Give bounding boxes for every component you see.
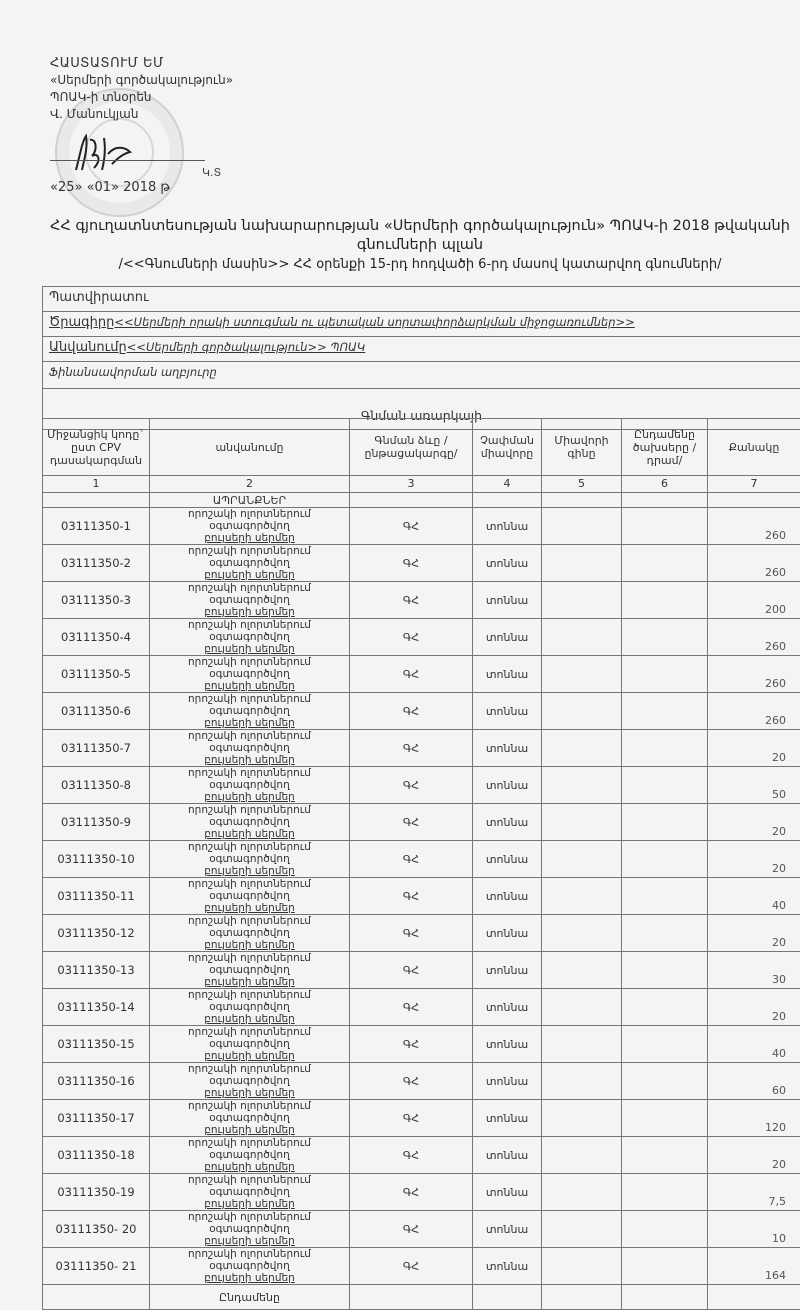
unit: տոննա <box>473 1026 542 1063</box>
procurement-method: ԳՀ <box>350 693 473 730</box>
table-body <box>43 508 800 1285</box>
item-name <box>150 619 350 656</box>
item-name-line1: որոշակի ոլորտներում օգտագործվող <box>153 952 346 976</box>
total-cost <box>622 1063 708 1100</box>
procurement-method: ԳՀ <box>350 730 473 767</box>
unit: տոննա <box>473 1174 542 1211</box>
total-cost <box>622 989 708 1026</box>
item-name-line2: բույսերի սերմեր <box>204 532 295 544</box>
unit-price <box>542 915 622 952</box>
quantity: 60 <box>708 1063 800 1100</box>
item-name <box>150 841 350 878</box>
table-row <box>43 619 800 656</box>
unit-price <box>542 804 622 841</box>
item-name <box>150 545 350 582</box>
quantity: 260 <box>708 619 800 656</box>
item-name-line1: որոշակի ոլորտներում օգտագործվող <box>153 1026 346 1050</box>
table-row <box>43 841 800 878</box>
quantity: 260 <box>708 656 800 693</box>
quantity: 120 <box>708 1100 800 1137</box>
unit-price <box>542 1063 622 1100</box>
goods-section-row <box>43 493 800 508</box>
unit-price <box>542 1211 622 1248</box>
cpv-code: 03111350-14 <box>43 989 150 1026</box>
cpv-code: 03111350-17 <box>43 1100 150 1137</box>
col-num: 1 <box>43 476 150 493</box>
item-name-line1: որոշակի ոլորտներում օգտագործվող <box>153 1100 346 1124</box>
cpv-code: 03111350-13 <box>43 952 150 989</box>
table-row <box>43 1063 800 1100</box>
procurement-method: ԳՀ <box>350 915 473 952</box>
unit-price <box>542 952 622 989</box>
quantity: 20 <box>708 804 800 841</box>
total-cost <box>622 582 708 619</box>
table-row <box>43 1211 800 1248</box>
customer-label: Պատվիրատու <box>49 290 149 305</box>
unit-price <box>542 1026 622 1063</box>
header-unit: Չափման միավորը <box>473 419 542 476</box>
col-num: 5 <box>542 476 622 493</box>
procurement-method: ԳՀ <box>350 878 473 915</box>
procurement-method: ԳՀ <box>350 841 473 878</box>
cpv-code: 03111350-16 <box>43 1063 150 1100</box>
financing-row <box>42 362 800 389</box>
total-cost <box>622 804 708 841</box>
cpv-code: 03111350-2 <box>43 545 150 582</box>
total-cost <box>622 656 708 693</box>
item-name-line1: որոշակի ոլորտներում օգտագործվող <box>153 1211 346 1235</box>
financing-label: Ֆինանսավորման աղբյուրը <box>49 365 217 379</box>
item-name-line1: որոշակի ոլորտներում օգտագործվող <box>153 1137 346 1161</box>
total-row <box>43 1285 800 1310</box>
table-row <box>43 1174 800 1211</box>
item-name <box>150 656 350 693</box>
table-row <box>43 545 800 582</box>
procurement-method: ԳՀ <box>350 1063 473 1100</box>
item-name <box>150 693 350 730</box>
quantity: 40 <box>708 878 800 915</box>
item-name-line2: բույսերի սերմեր <box>204 1161 295 1173</box>
item-name-line1: որոշակի ոլորտներում օգտագործվող <box>153 841 346 865</box>
unit: տոննա <box>473 693 542 730</box>
document-subtitle: /<<Գնումների մասին>> ՀՀ օրենքի 15-րդ հոդվածի 6-րդ մասով կատարվող գնումների/ <box>40 257 800 272</box>
unit: տոննա <box>473 767 542 804</box>
item-name <box>150 1248 350 1285</box>
item-name-line1: որոշակի ոլորտներում օգտագործվող <box>153 619 346 643</box>
unit: տոննա <box>473 1211 542 1248</box>
procurement-method: ԳՀ <box>350 545 473 582</box>
unit: տոննա <box>473 915 542 952</box>
unit: տոննա <box>473 508 542 545</box>
quantity: 10 <box>708 1211 800 1248</box>
approval-heading: ՀԱՍՏԱՏՈՒՄ ԵՄ <box>50 55 233 72</box>
col-num: 4 <box>473 476 542 493</box>
cpv-code: 03111350-8 <box>43 767 150 804</box>
approval-position: ՊՈԱԿ-ի տնօրեն <box>50 89 233 106</box>
total-cost <box>622 767 708 804</box>
table-row <box>43 767 800 804</box>
item-name-line2: բույսերի սերմեր <box>204 828 295 840</box>
header-quantity: Քանակը <box>708 419 800 476</box>
unit: տոննա <box>473 1248 542 1285</box>
table-row <box>43 656 800 693</box>
unit-price <box>542 508 622 545</box>
spacer <box>42 389 800 403</box>
unit: տոննա <box>473 545 542 582</box>
item-name-line1: որոշակի ոլորտներում օգտագործվող <box>153 878 346 902</box>
item-name-line1: որոշակի ոլորտներում օգտագործվող <box>153 656 346 680</box>
unit-price <box>542 619 622 656</box>
unit-price <box>542 582 622 619</box>
total-cost <box>622 693 708 730</box>
cpv-code: 03111350-19 <box>43 1174 150 1211</box>
table-row <box>43 693 800 730</box>
unit: տոննա <box>473 656 542 693</box>
table-row <box>43 730 800 767</box>
item-name-line2: բույսերի սերմեր <box>204 1050 295 1062</box>
quantity: 260 <box>708 508 800 545</box>
unit-price <box>542 545 622 582</box>
col-num: 6 <box>622 476 708 493</box>
procurement-method: ԳՀ <box>350 1100 473 1137</box>
item-name <box>150 1174 350 1211</box>
procurement-method: ԳՀ <box>350 582 473 619</box>
program-value: <<Սերմերի որակի ստուգման ու պետական սորտափորձարկման միջոցառումներ>> <box>114 315 634 329</box>
unit: տոննա <box>473 1063 542 1100</box>
item-name-line2: բույսերի սերմեր <box>204 1124 295 1136</box>
item-name <box>150 1026 350 1063</box>
info-block <box>42 286 800 430</box>
item-name-line1: որոշակի ոլորտներում օգտագործվող <box>153 1063 346 1087</box>
item-name-line2: բույսերի սերմեր <box>204 606 295 618</box>
total-cost <box>622 545 708 582</box>
item-name <box>150 878 350 915</box>
total-cost <box>622 1174 708 1211</box>
procurement-method: ԳՀ <box>350 656 473 693</box>
header-unit-price: Միավորի գինը <box>542 419 622 476</box>
program-label: Ծրագիրը <box>49 315 114 330</box>
header-total-cost: Ընդամենը ծախսերը /դրամ/ <box>622 419 708 476</box>
item-name-line2: բույսերի սերմեր <box>204 1198 295 1210</box>
item-name <box>150 730 350 767</box>
unit-price <box>542 1100 622 1137</box>
procurement-method: ԳՀ <box>350 1026 473 1063</box>
total-cost <box>622 915 708 952</box>
unit-price <box>542 730 622 767</box>
signature-icon <box>68 130 138 175</box>
col-num: 2 <box>150 476 350 493</box>
cpv-code: 03111350-3 <box>43 582 150 619</box>
col-num: 3 <box>350 476 473 493</box>
procurement-method: ԳՀ <box>350 619 473 656</box>
procurement-method: ԳՀ <box>350 952 473 989</box>
total-cost <box>622 1137 708 1174</box>
approval-org: «Սերմերի գործակալություն» <box>50 72 233 89</box>
unit: տոննա <box>473 582 542 619</box>
procurement-method: ԳՀ <box>350 767 473 804</box>
name-label: Անվանումը <box>49 340 127 355</box>
quantity: 20 <box>708 989 800 1026</box>
quantity: 20 <box>708 1137 800 1174</box>
procurement-method: ԳՀ <box>350 508 473 545</box>
unit: տոննա <box>473 878 542 915</box>
item-name-line2: բույսերի սերմեր <box>204 939 295 951</box>
stamp-place-label: Կ.Տ <box>202 166 221 179</box>
unit-price <box>542 841 622 878</box>
approval-date: «25» «01» 2018 թ <box>50 180 170 195</box>
item-name-line2: բույսերի սերմեր <box>204 902 295 914</box>
item-name-line1: որոշակի ոլորտներում օգտագործվող <box>153 508 346 532</box>
item-name-line1: որոշակի ոլորտներում օգտագործվող <box>153 804 346 828</box>
total-cost <box>622 730 708 767</box>
name-row <box>42 337 800 362</box>
quantity: 20 <box>708 841 800 878</box>
item-name-line2: բույսերի սերմեր <box>204 865 295 877</box>
table-row <box>43 804 800 841</box>
cpv-code: 03111350-10 <box>43 841 150 878</box>
table-row <box>43 1248 800 1285</box>
total-cost <box>622 1248 708 1285</box>
title-line-2: գնումների պլան <box>40 236 800 255</box>
cpv-code: 03111350-9 <box>43 804 150 841</box>
column-number-row <box>43 476 800 493</box>
total-cost <box>622 1026 708 1063</box>
quantity: 20 <box>708 915 800 952</box>
goods-section-label: ԱՊՐԱՆՔՆԵՐ <box>150 493 350 508</box>
header-cpv-code: Միջանցիկ կոդը` ըստ CPV դասակարգման <box>43 419 150 476</box>
unit-price <box>542 1137 622 1174</box>
unit-price <box>542 1248 622 1285</box>
customer-row <box>42 287 800 312</box>
quantity: 50 <box>708 767 800 804</box>
quantity: 7,5 <box>708 1174 800 1211</box>
approval-block <box>50 55 233 123</box>
cpv-code: 03111350-6 <box>43 693 150 730</box>
item-name-line1: որոշակի ոլորտներում օգտագործվող <box>153 1174 346 1198</box>
item-name-line1: որոշակի ոլորտներում օգտագործվող <box>153 730 346 754</box>
cpv-code: 03111350- 21 <box>43 1248 150 1285</box>
item-name <box>150 1063 350 1100</box>
quantity: 20 <box>708 730 800 767</box>
item-name-line2: բույսերի սերմեր <box>204 754 295 766</box>
name-value: <<Սերմերի գործակալություն>> ՊՈԱԿ <box>127 340 366 354</box>
unit-price <box>542 989 622 1026</box>
table-row <box>43 878 800 915</box>
header-name: անվանումը <box>150 419 350 476</box>
procurement-method: ԳՀ <box>350 1137 473 1174</box>
cpv-code: 03111350-11 <box>43 878 150 915</box>
table-row <box>43 1026 800 1063</box>
procurement-method: ԳՀ <box>350 1211 473 1248</box>
table-row <box>43 1100 800 1137</box>
col-num: 7 <box>708 476 800 493</box>
program-row <box>42 312 800 337</box>
item-name <box>150 582 350 619</box>
quantity: 260 <box>708 545 800 582</box>
item-name-line2: բույսերի սերմեր <box>204 569 295 581</box>
unit: տոննա <box>473 619 542 656</box>
item-name-line2: բույսերի սերմեր <box>204 791 295 803</box>
table-header-row <box>43 419 800 476</box>
item-name-line2: բույսերի սերմեր <box>204 717 295 729</box>
unit-price <box>542 656 622 693</box>
unit: տոննա <box>473 841 542 878</box>
cpv-code: 03111350-1 <box>43 508 150 545</box>
unit: տոննա <box>473 952 542 989</box>
item-name <box>150 1100 350 1137</box>
cpv-code: 03111350-7 <box>43 730 150 767</box>
procurement-subject-title: Գնման առարկայի <box>42 403 800 430</box>
item-name-line1: որոշակի ոլորտներում օգտագործվող <box>153 693 346 717</box>
cpv-code: 03111350- 20 <box>43 1211 150 1248</box>
unit-price <box>542 878 622 915</box>
item-name <box>150 989 350 1026</box>
item-name-line2: բույսերի սերմեր <box>204 643 295 655</box>
item-name <box>150 952 350 989</box>
item-name-line2: բույսերի սերմեր <box>204 976 295 988</box>
item-name-line1: որոշակի ոլորտներում օգտագործվող <box>153 582 346 606</box>
table-row <box>43 582 800 619</box>
cpv-code: 03111350-5 <box>43 656 150 693</box>
header-procurement-method: Գնման ձևը /ընթացակարգը/ <box>350 419 473 476</box>
table-row <box>43 1137 800 1174</box>
item-name-line2: բույսերի սերմեր <box>204 1235 295 1247</box>
item-name-line2: բույսերի սերմեր <box>204 1087 295 1099</box>
item-name <box>150 1211 350 1248</box>
unit-price <box>542 1174 622 1211</box>
table-row <box>43 915 800 952</box>
total-label: Ընդամենը <box>150 1285 350 1310</box>
signature-line <box>50 160 205 161</box>
unit: տոննա <box>473 1137 542 1174</box>
unit: տոննա <box>473 1100 542 1137</box>
item-name-line1: որոշակի ոլորտներում օգտագործվող <box>153 767 346 791</box>
quantity: 30 <box>708 952 800 989</box>
unit: տոննա <box>473 989 542 1026</box>
item-name-line1: որոշակի ոլորտներում օգտագործվող <box>153 1248 346 1272</box>
procurement-table <box>42 418 800 1310</box>
quantity: 200 <box>708 582 800 619</box>
total-cost <box>622 1100 708 1137</box>
cpv-code: 03111350-15 <box>43 1026 150 1063</box>
item-name <box>150 804 350 841</box>
unit: տոննա <box>473 730 542 767</box>
quantity: 260 <box>708 693 800 730</box>
procurement-method: ԳՀ <box>350 1248 473 1285</box>
unit-price <box>542 693 622 730</box>
total-cost <box>622 619 708 656</box>
table-row <box>43 989 800 1026</box>
cpv-code: 03111350-12 <box>43 915 150 952</box>
item-name <box>150 767 350 804</box>
document-title <box>40 217 800 255</box>
procurement-method: ԳՀ <box>350 1174 473 1211</box>
item-name-line2: բույսերի սերմեր <box>204 680 295 692</box>
approval-person: Վ. Մանուկյան <box>50 106 233 123</box>
total-cost <box>622 508 708 545</box>
quantity: 164 <box>708 1248 800 1285</box>
item-name-line1: որոշակի ոլորտներում օգտագործվող <box>153 989 346 1013</box>
item-name-line2: բույսերի սերմեր <box>204 1013 295 1025</box>
total-cost <box>622 952 708 989</box>
item-name-line1: որոշակի ոլորտներում օգտագործվող <box>153 915 346 939</box>
cpv-code: 03111350-18 <box>43 1137 150 1174</box>
procurement-method: ԳՀ <box>350 989 473 1026</box>
total-cost <box>622 1211 708 1248</box>
item-name-line1: որոշակի ոլորտներում օգտագործվող <box>153 545 346 569</box>
table-row <box>43 952 800 989</box>
procurement-method: ԳՀ <box>350 804 473 841</box>
item-name-line2: բույսերի սերմեր <box>204 1272 295 1284</box>
item-name <box>150 915 350 952</box>
item-name <box>150 508 350 545</box>
unit-price <box>542 767 622 804</box>
item-name <box>150 1137 350 1174</box>
total-cost <box>622 841 708 878</box>
cpv-code: 03111350-4 <box>43 619 150 656</box>
unit: տոննա <box>473 804 542 841</box>
quantity: 40 <box>708 1026 800 1063</box>
table-row <box>43 508 800 545</box>
title-line-1: ՀՀ գյուղատնտեսության նախարարության «Սերմերի գործակալություն» ՊՈԱԿ-ի 2018 թվականի <box>40 217 800 236</box>
total-cost <box>622 878 708 915</box>
